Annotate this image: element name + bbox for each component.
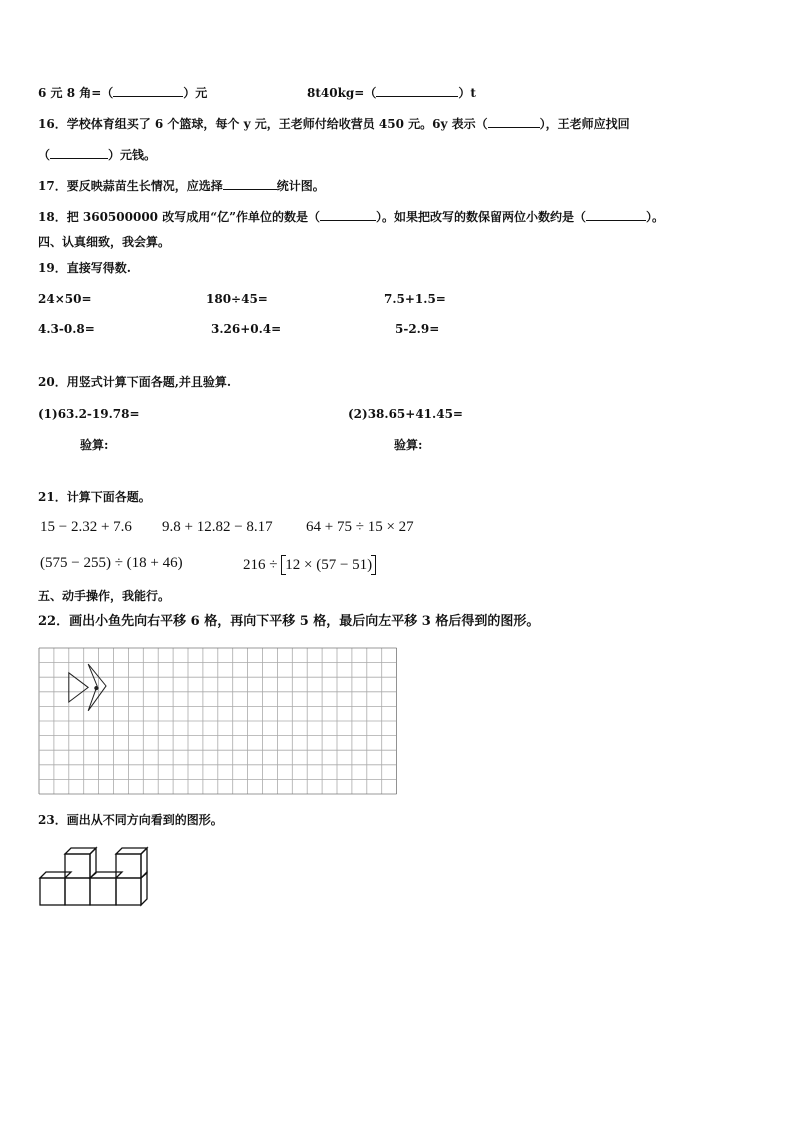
q20-title: 20．用竖式计算下面各题,并且验算. <box>38 375 232 389</box>
section-heading-4: 四、认真细致，我会算。 <box>38 235 171 249</box>
q23-title: 23．画出从不同方向看到的图形。 <box>38 813 223 827</box>
q21-expr: (575 − 255) ÷ (18 + 46) <box>40 555 183 571</box>
q18: 18．把 360500000 改写成用“亿”作单位的数是（ ）。如果把改写的数保留两位小数约是（ ）。 <box>38 210 665 224</box>
cube-face <box>40 872 71 878</box>
grid-paper[interactable] <box>39 648 398 795</box>
q19-title: 19．直接写得数. <box>38 261 131 275</box>
answer-blank[interactable] <box>488 115 540 128</box>
q20-part2: (2)38.65+41.45= <box>348 407 463 421</box>
answer-blank[interactable] <box>586 208 646 221</box>
answer-blank[interactable] <box>376 84 458 97</box>
q15-right: 8t40kg=（ ）t <box>307 86 476 100</box>
q16-line1: 16．学校体育组买了 6 个篮球，每个 y 元，王老师付给收营员 450 元。6y 表示（ ），王老师应找回 <box>38 117 630 131</box>
cube-face <box>40 878 65 905</box>
q21-expr: 216 ÷ 12 × (57 − 51) <box>243 555 376 575</box>
q16-line2: （ ）元钱。 <box>38 148 157 162</box>
q19-item: 5-2.9= <box>395 322 440 336</box>
q21-title: 21．计算下面各题。 <box>38 490 151 504</box>
q19-item: 3.26+0.4= <box>211 322 282 336</box>
fish-eye <box>95 687 98 690</box>
q20-part1: (1)63.2-19.78= <box>38 407 140 421</box>
answer-blank[interactable] <box>113 84 183 97</box>
cube-stack-figure <box>39 846 154 908</box>
answer-blank[interactable] <box>320 208 376 221</box>
q21-expr: 9.8 + 12.82 − 8.17 <box>162 519 273 535</box>
cube-face <box>141 872 147 905</box>
section-heading-5: 五、动手操作，我能行。 <box>38 589 171 603</box>
q19-item: 180÷45= <box>206 292 268 306</box>
fish-figure <box>69 664 106 711</box>
q21-expr: 64 + 75 ÷ 15 × 27 <box>306 519 414 535</box>
q22-title: 22．画出小鱼先向右平移 6 格，再向下平移 5 格，最后向左平移 3 格后得到的图形。 <box>38 614 540 629</box>
answer-blank[interactable] <box>223 177 277 190</box>
cube-face <box>116 878 141 905</box>
q20-check-label: 验算: <box>80 438 109 452</box>
answer-blank[interactable] <box>50 146 108 159</box>
q15-left: 6 元 8 角=（ ）元 <box>38 86 208 100</box>
q19-item: 7.5+1.5= <box>384 292 446 306</box>
cube-face <box>65 878 90 905</box>
q19-item: 24×50= <box>38 292 92 306</box>
q21-expr: 15 − 2.32 + 7.6 <box>40 519 132 535</box>
cube-face <box>90 872 122 878</box>
q20-check-label: 验算: <box>394 438 423 452</box>
cube-face <box>90 878 116 905</box>
q17: 17．要反映蒜苗生长情况，应选择 统计图。 <box>38 179 325 193</box>
q19-item: 4.3-0.8= <box>38 322 95 336</box>
